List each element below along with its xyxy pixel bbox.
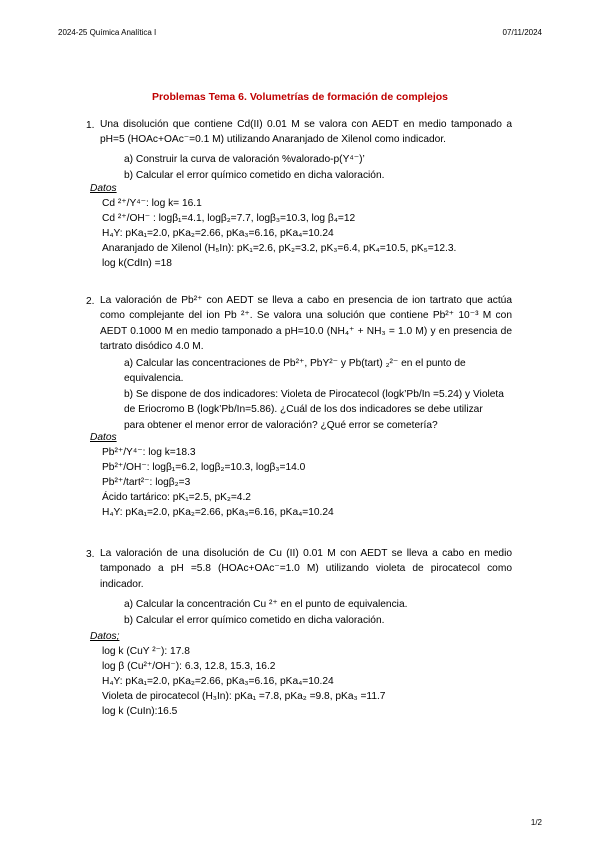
problem-3-part-b: b) Calcular el error químico cometido en dicha valoración. xyxy=(124,615,385,626)
problem-3-dato: Violeta de pirocatecol (H₃In): pKa₁ =7.8, pKa₂ =9.8, pKa₃ =11.7 xyxy=(102,691,386,702)
problem-2-part-a: a) Calcular las concentraciones de Pb²⁺, PbY²⁻ y Pb(tart) ₂²⁻ en el punto de equivalencia. xyxy=(124,358,466,385)
problem-1-part-a: a) Construir la curva de valoración %valorado-p(Y⁴⁻)’ xyxy=(124,154,365,165)
problem-1-dato: Cd ²⁺/Y⁴⁻: log k= 16.1 xyxy=(102,198,202,209)
problem-1-number: 1. xyxy=(86,120,95,131)
problem-1-dato: Cd ²⁺/OH⁻ : logβ₁=4.1, logβ₂=7.7, logβ₃=10.3, log β₄=12 xyxy=(102,213,356,224)
problem-2-dato: Pb²⁺/Y⁴⁻: log k=18.3 xyxy=(102,447,196,458)
problem-3-dato: log k (CuY ²⁻): 17.8 xyxy=(102,646,190,657)
problem-3-datos-label: Datos; xyxy=(90,631,120,642)
problem-1-dato: H₄Y: pKa₁=2.0, pKa₂=2.66, pKa₃=6.16, pKa₄=10.24 xyxy=(102,228,334,239)
problem-1-dato: Anaranjado de Xilenol (H₅In): pK₁=2.6, pK₂=3.2, pK₃=6.4, pK₄=10.5, pK₅=12.3. xyxy=(102,243,457,254)
problem-2-dato: H₄Y: pKa₁=2.0, pKa₂=2.66, pKa₃=6.16, pKa₄=10.24 xyxy=(102,507,334,518)
problem-2-text: La valoración de Pb²⁺ con AEDT se lleva a cabo en presencia de ion tartrato que actúa como complejante del ion Pb ²⁺. Se valora una solución que contiene Pb²⁺ 10⁻³ M con AEDT 0.1000 M en medio tamponado a pH=10.0 (NH₄⁺ + NH₃ = 1.0 M) y en presencia de tartrato disódico 4.0 M. xyxy=(100,295,512,353)
problem-1-dato: log k(CdIn) =18 xyxy=(102,258,172,269)
problem-2-dato: Ácido tartárico: pK₁=2.5, pK₂=4.2 xyxy=(102,492,251,503)
header-course: 2024-25 Química Analítica I xyxy=(58,28,157,37)
problem-3-text: La valoración de una disolución de Cu (II) 0.01 M con AEDT se lleva a cabo en medio tamponado a pH =5.8 (HOAc+OAc⁻=1.0 M) utilizando violeta de pirocatecol como indicador. xyxy=(100,548,512,590)
problem-2-number: 2. xyxy=(86,296,95,307)
header-date: 07/11/2024 xyxy=(502,28,542,37)
problem-2-dato: Pb²⁺/tart²⁻: logβ₂=3 xyxy=(102,477,191,488)
problem-1-datos-label: Datos xyxy=(90,183,117,194)
problem-1-text: Una disolución que contiene Cd(II) 0.01 M se valora con AEDT en medio tamponado a pH=5 (HOAc+OAc⁻=0.1 M) utilizando Anaranjado de Xilenol como indicador. xyxy=(100,119,512,146)
problem-1-part-b: b) Calcular el error químico cometido en dicha valoración. xyxy=(124,170,385,181)
problem-3-dato: log k (CuIn):16.5 xyxy=(102,706,178,717)
problem-3-number: 3. xyxy=(86,549,95,560)
problem-2-part-b: b) Se dispone de dos indicadores: Violeta de Pirocatecol (logk’Pb/In =5.24) y Violeta de Eriocromo B (logk’Pb/In=5.86). ¿Cuál de los dos indicadores se debe utilizar para obtener el menor error de valoración? ¿Qué error se cometería? xyxy=(124,389,504,431)
page-number: 1/2 xyxy=(530,818,542,827)
page-title: Problemas Tema 6. Volumetrías de formación de complejos xyxy=(151,91,449,103)
problem-3-dato: log β (Cu²⁺/OH⁻): 6.3, 12.8, 15.3, 16.2 xyxy=(102,661,276,672)
problem-3-dato: H₄Y: pKa₁=2.0, pKa₂=2.66, pKa₃=6.16, pKa₄=10.24 xyxy=(102,676,334,687)
problem-3-part-a: a) Calcular la concentración Cu ²⁺ en el punto de equivalencia. xyxy=(124,599,408,610)
problem-2-datos-label: Datos xyxy=(90,432,117,443)
problem-2-dato: Pb²⁺/OH⁻: logβ₁=6.2, logβ₂=10.3, logβ₃=14.0 xyxy=(102,462,306,473)
